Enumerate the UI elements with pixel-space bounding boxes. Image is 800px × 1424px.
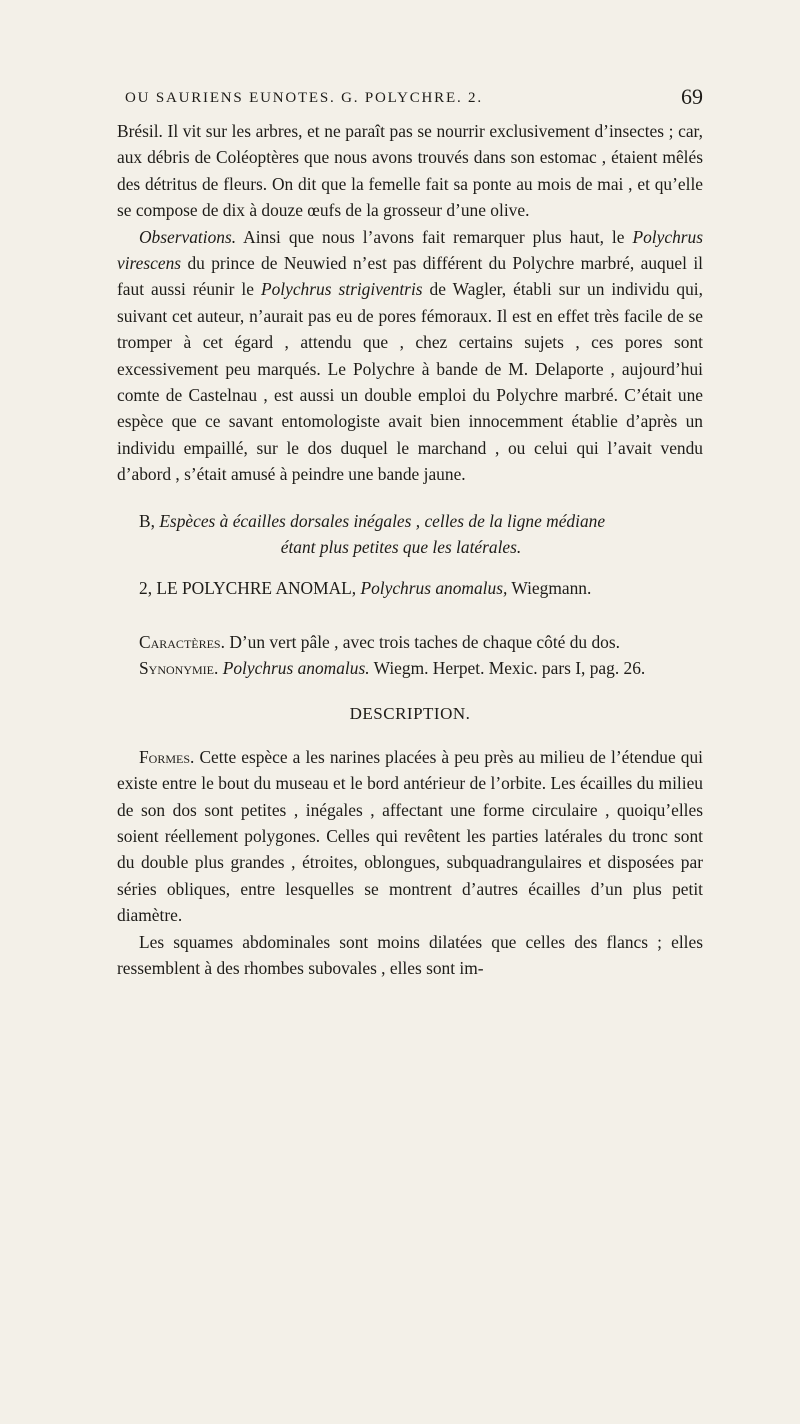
synonymie-text: Wiegm. Herpet. Mexic. pars I, pag. 26. [369,658,646,679]
species-author: Wiegmann. [511,577,592,598]
species-number: 2, [139,577,153,598]
section-b-heading [117,508,703,561]
book-page [117,84,703,981]
observations-latin-2: Polychrus strigiventris [260,279,423,300]
paragraph-synonymie [117,655,703,681]
formes-label: Formes. [139,746,195,767]
section-b-text-2: étant plus petites que les latérales. [280,537,522,558]
section-b-text-1: Espèces à écailles dorsales inégales , celles de la ligne médiane [159,510,606,531]
species-title [117,575,703,601]
synonymie-latin: Polychrus anomalus. [222,658,370,679]
paragraph-formes [117,744,703,929]
running-head [117,84,703,118]
paragraph-squames: Les squames abdominales sont moins dilatées que celles des flancs ; elles ressemblent à des rhombes subovales , elles sont im- [117,931,703,978]
observations-text-2: du prince de Neuwied n’est pas différent du Polychre marbré, auquel il faut aussi réunir le [117,253,703,300]
formes-text: Cette espèce a les narines placées à peu près au milieu de l’étendue qui existe entre le bout du museau et le bord antérieur de l’orbite. Les écailles du milieu de son dos sont petites , inégales , affectant une forme circulaire , quoiqu’elles soient réellement polygones. Celles qui revêtent les parties latérales du tronc sont du double plus grandes , étroites, oblongues, subquadrangulaires et disposées par séries obliques, entre lesquelles se montrent d’autres écailles d’un plus petit diamètre. [117,746,703,926]
caracteres-label: Caractères. [139,631,225,652]
observations-latin-1: Polychrus virescens [117,226,703,274]
section-b-line-1 [139,508,703,534]
description-heading: DESCRIPTION. [349,703,471,723]
synonymie-label: Synonymie. [139,658,219,679]
species-latin: Polychrus anomalus, [360,577,508,598]
section-b-letter: B, [139,510,155,531]
page-number: 69 [681,84,703,109]
observations-label: Observations. [139,226,237,247]
paragraph-habits: Brésil. Il vit sur les arbres, et ne paraît pas se nourrir exclusivement d’insectes ; car, aux débris de Coléoptères que nous avons trouvés dans son estomac , étaient mêlés des détritus de fleurs. On dit que la femelle fait sa ponte au mois de mai , et qu’elle se compose de dix à douze œufs de la grosseur d’une olive. [117,121,703,221]
paragraph-observations [117,224,703,488]
observations-text-1: Ainsi que nous l’avons fait remarquer plus haut, le [236,226,633,247]
paragraph-caracteres [117,629,703,655]
running-head-title: OU SAURIENS EUNOTES. G. POLYCHRE. 2. [125,90,483,106]
species-name: LE POLYCHRE ANOMAL, [156,577,357,598]
caracteres-text: D’un vert pâle , avec trois taches de chaque côté du dos. [224,631,620,652]
observations-text-3: de Wagler, établi sur un individu qui, suivant cet auteur, n’aurait pas eu de pores fémoraux. Il est en effet très facile de se tromper à cet égard , attendu que , chez certains sujets , ces pores sont excessivement peu marqués. Le Polychre à bande de M. Delaporte , aujourd’hui comte de Castelnau , est aussi un double emploi du Polychre marbré. C’était une espèce que ce savant entomologiste avait bien innocemment établie d’après un individu empaillé, sur le dos duquel le marchand , ou celui qui l’avait vendu d’abord , s’était amusé à peindre une bande jaune. [117,279,703,485]
